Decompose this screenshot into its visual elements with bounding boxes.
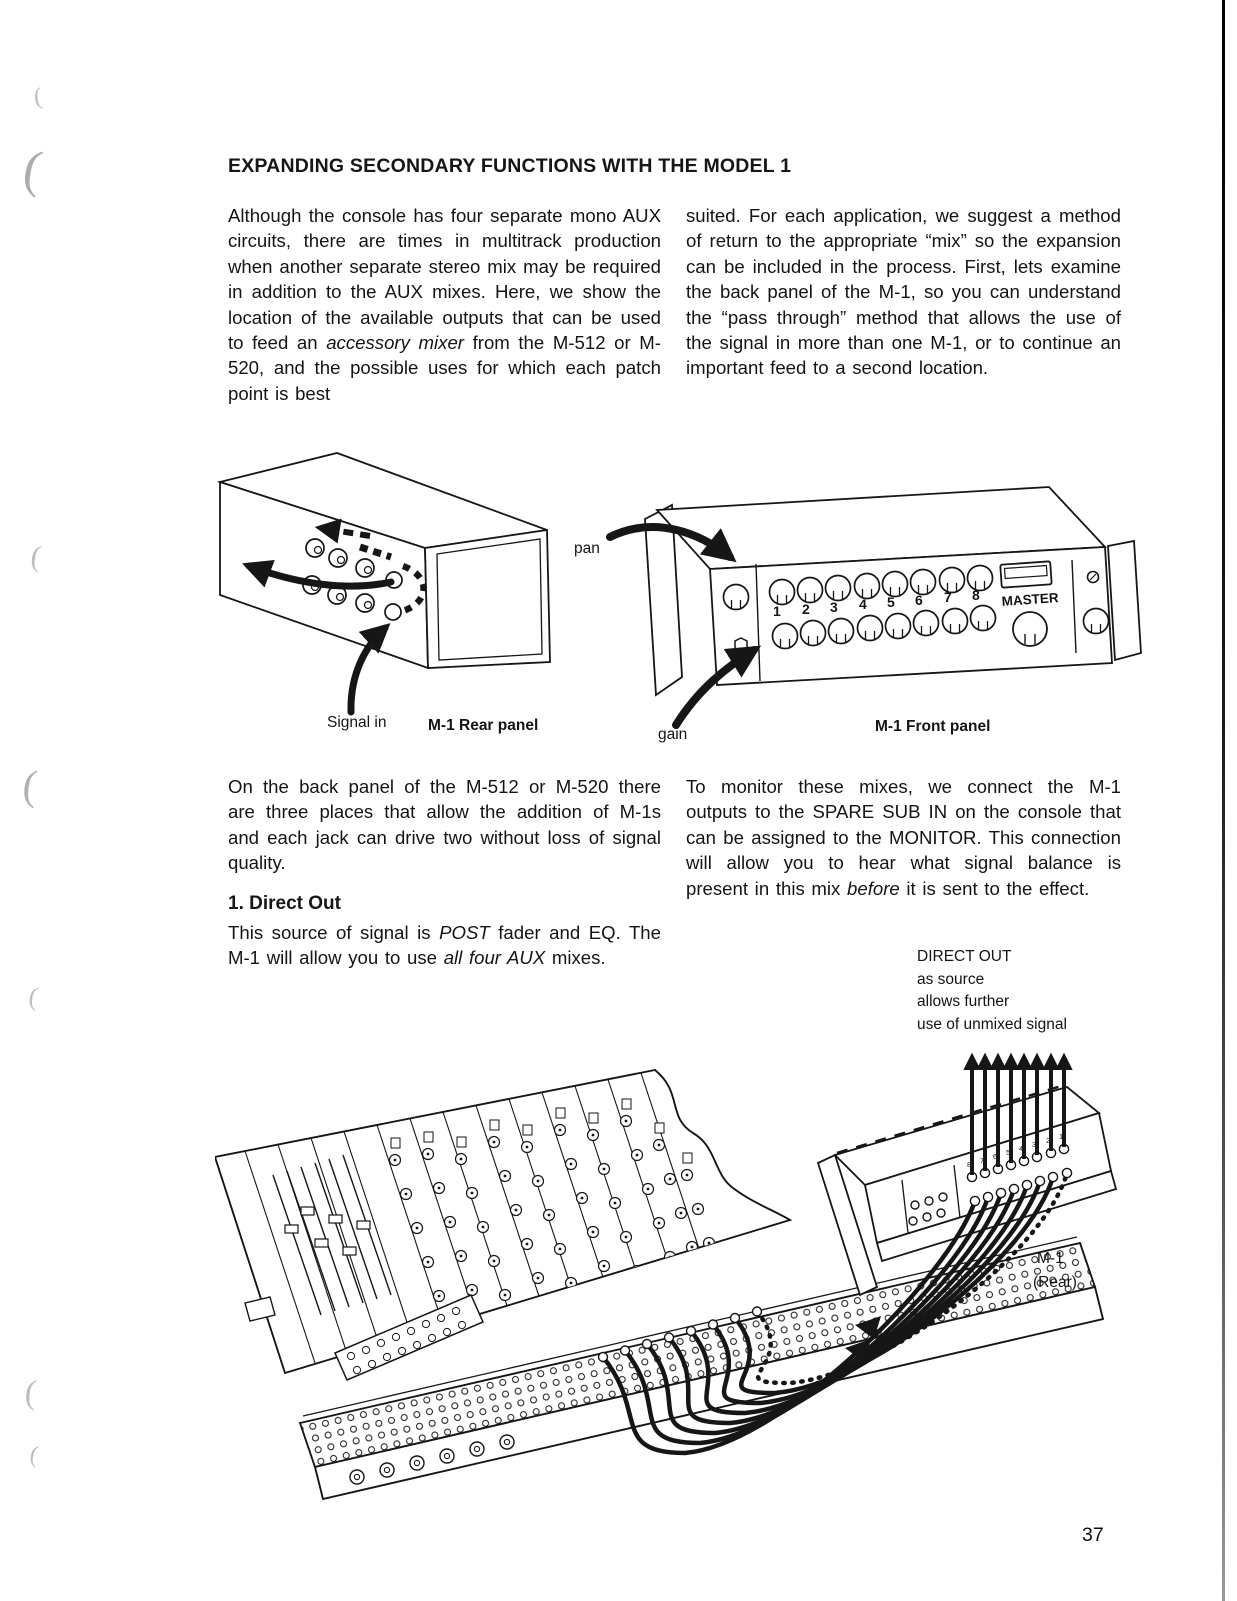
master-knob bbox=[1013, 612, 1047, 646]
svg-text:8: 8 bbox=[972, 587, 980, 603]
svg-text:3: 3 bbox=[1032, 1140, 1037, 1149]
svg-text:2: 2 bbox=[802, 601, 810, 617]
m1-rear-sublabel: (Rear) bbox=[1033, 1274, 1077, 1291]
svg-text:6: 6 bbox=[915, 592, 923, 608]
input-knob bbox=[724, 585, 749, 610]
monitor-paragraph: To monitor these mixes, we connect the M-1 outputs to the SPARE SUB IN on the console that can be assigned to the MONITOR. This connection will allow you to hear what signal balance is present in this mix before it is sent to the effect. bbox=[686, 776, 1121, 899]
svg-text:4: 4 bbox=[859, 596, 867, 612]
svg-text:2: 2 bbox=[1046, 1136, 1051, 1145]
intro-paragraph-right: suited. For each application, we suggest a method of return to the appropriate “mix” so the expansion can be included in the process. First, lets examine the back panel of the M-1, so you can understand the “pass through” method that allows the use of the signal in more than one M-1, or to continue an important feed to a second location. bbox=[686, 205, 1121, 379]
console-surface bbox=[215, 1070, 790, 1373]
direct-out-note: DIRECT OUT as source allows further use of unmixed signal bbox=[917, 948, 1067, 1033]
scan-artifact-mark: ( bbox=[20, 762, 40, 810]
svg-text:1: 1 bbox=[1059, 1132, 1064, 1141]
rear-panel-box bbox=[220, 453, 550, 668]
level-display bbox=[1000, 561, 1051, 587]
intro-paragraph-left: Although the console has four separate mono AUX circuits, there are times in multitrack production when another separate stereo mix may be required in addition to the AUX mixes. Here, we show the location of the available outputs that can be used to feed an accessory mixer from the M-512 or M-520, and the possible uses for which each patch point is best bbox=[228, 205, 661, 404]
front-panel-caption: M-1 Front panel bbox=[875, 718, 991, 735]
svg-text:1: 1 bbox=[773, 603, 781, 619]
master-label: MASTER bbox=[1001, 590, 1060, 609]
svg-text:7: 7 bbox=[944, 589, 952, 605]
gain-label: gain bbox=[658, 726, 688, 743]
page-title: EXPANDING SECONDARY FUNCTIONS WITH THE MODEL 1 bbox=[228, 155, 792, 177]
svg-text:3: 3 bbox=[830, 599, 838, 615]
figure-m1-front-panel bbox=[560, 455, 1160, 755]
page-edge-scan-line bbox=[1222, 0, 1225, 1601]
svg-text:8: 8 bbox=[967, 1160, 972, 1169]
hex-nut bbox=[735, 638, 747, 651]
power-led bbox=[1088, 572, 1099, 583]
direct-out-heading: 1. Direct Out bbox=[228, 893, 341, 914]
signal-in-label: Signal in bbox=[327, 714, 387, 731]
svg-text:4: 4 bbox=[1019, 1144, 1024, 1153]
scan-artifact-mark: ( bbox=[32, 83, 44, 111]
scan-artifact-mark: ( bbox=[28, 539, 44, 574]
svg-text:6: 6 bbox=[993, 1152, 998, 1161]
scan-artifact-mark: ( bbox=[19, 139, 47, 200]
page-number: 37 bbox=[1082, 1524, 1104, 1546]
phones-knob bbox=[1084, 609, 1109, 634]
figure-console-hookup bbox=[215, 1025, 1120, 1530]
direct-out-paragraph: This source of signal is POST fader and EQ. The M-1 will allow you to use all four AUX mixes. bbox=[228, 922, 661, 969]
m1-rear-label: M-1 bbox=[1037, 1250, 1064, 1267]
scan-artifact-mark: ( bbox=[27, 981, 40, 1012]
svg-text:5: 5 bbox=[1006, 1148, 1011, 1157]
svg-text:7: 7 bbox=[980, 1156, 985, 1165]
scan-artifact-mark: ( bbox=[23, 1373, 39, 1412]
svg-text:5: 5 bbox=[887, 594, 895, 610]
scan-artifact-mark: ( bbox=[27, 1441, 41, 1469]
back-panel-paragraph: On the back panel of the M-512 or M-520 there are three places that allow the addition of M-1s and each jack can drive two without loss of signal quality. bbox=[228, 776, 661, 874]
pan-label: pan bbox=[574, 540, 600, 557]
rear-panel-caption: M-1 Rear panel bbox=[428, 717, 539, 734]
